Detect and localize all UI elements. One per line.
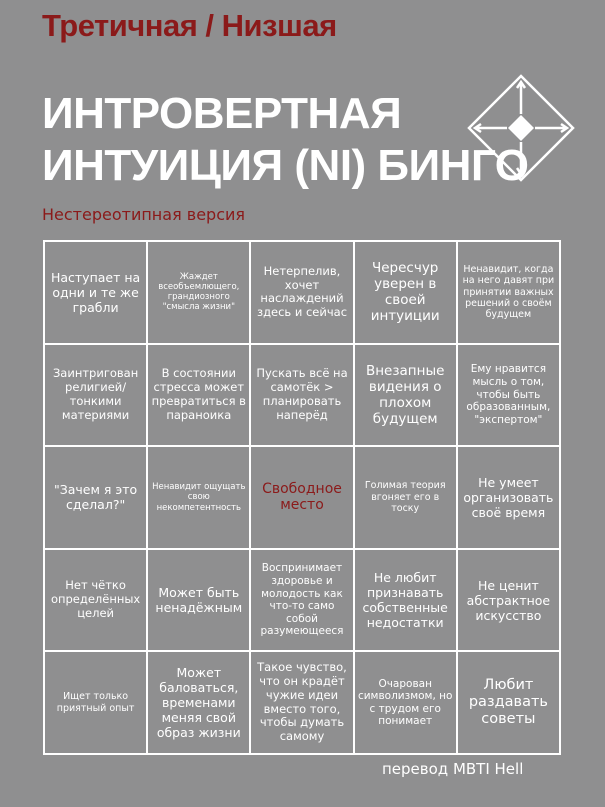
bingo-cell-free: Свободное место bbox=[250, 446, 353, 549]
bingo-cell: Голимая теория вгоняет его в тоску bbox=[354, 446, 457, 549]
bingo-cell: Нетерпелив, хочет наслаждений здесь и сейчас bbox=[250, 241, 353, 344]
function-level-label: Третичная / Низшая bbox=[42, 8, 337, 43]
bingo-cell: Очарован символизмом, но с трудом его понимает bbox=[354, 651, 457, 754]
bingo-grid bbox=[43, 240, 561, 755]
diamond-crosshair-icon bbox=[465, 72, 577, 184]
bingo-cell: Не умеет организовать своё время bbox=[457, 446, 560, 549]
bingo-cell: Не любит признавать собственные недостатки bbox=[354, 549, 457, 652]
title-line-1: ИНТРОВЕРТНАЯ bbox=[42, 89, 402, 138]
bingo-cell: Может быть ненадёжным bbox=[147, 549, 250, 652]
bingo-cell: Нет чётко определённых целей bbox=[44, 549, 147, 652]
bingo-cell: Такое чувство, что он крадёт чужие идеи вместо того, чтобы думать самому bbox=[250, 651, 353, 754]
bingo-cell: Ищет только приятный опыт bbox=[44, 651, 147, 754]
bingo-cell: В состоянии стресса может превратиться в параноика bbox=[147, 344, 250, 447]
bingo-cell: Не ценит абстрактное искусство bbox=[457, 549, 560, 652]
title-line-2: ИНТУИЦИЯ (NI) БИНГО bbox=[42, 141, 529, 190]
bingo-cell: "Зачем я это сделал?" bbox=[44, 446, 147, 549]
page-title bbox=[42, 88, 529, 192]
bingo-cell: Наступает на одни и те же грабли bbox=[44, 241, 147, 344]
bingo-cell: Может баловаться, временами меняя свой образ жизни bbox=[147, 651, 250, 754]
subtitle: Нестереотипная версия bbox=[42, 205, 246, 224]
bingo-cell: Ненавидит, когда на него давят при принятии важных решений о своём будущем bbox=[457, 241, 560, 344]
bingo-cell: Внезапные видения о плохом будущем bbox=[354, 344, 457, 447]
bingo-cell: Воспринимает здоровье и молодость как что-то само собой разумеющееся bbox=[250, 549, 353, 652]
bingo-cell: Любит раздавать советы bbox=[457, 651, 560, 754]
bingo-cell: Жаждет всеобъемлющего, грандиозного "смысла жизни" bbox=[147, 241, 250, 344]
bingo-cell: Пускать всё на самотёк > планировать наперёд bbox=[250, 344, 353, 447]
translation-credit: перевод MBTI Hell bbox=[382, 760, 524, 778]
bingo-cell: Ненавидит ощущать свою некомпетентность bbox=[147, 446, 250, 549]
bingo-cell: Чересчур уверен в своей интуиции bbox=[354, 241, 457, 344]
bingo-cell: Заинтригован религией/ тонкими материями bbox=[44, 344, 147, 447]
bingo-cell: Ему нравится мысль о том, чтобы быть образованным, "экспертом" bbox=[457, 344, 560, 447]
